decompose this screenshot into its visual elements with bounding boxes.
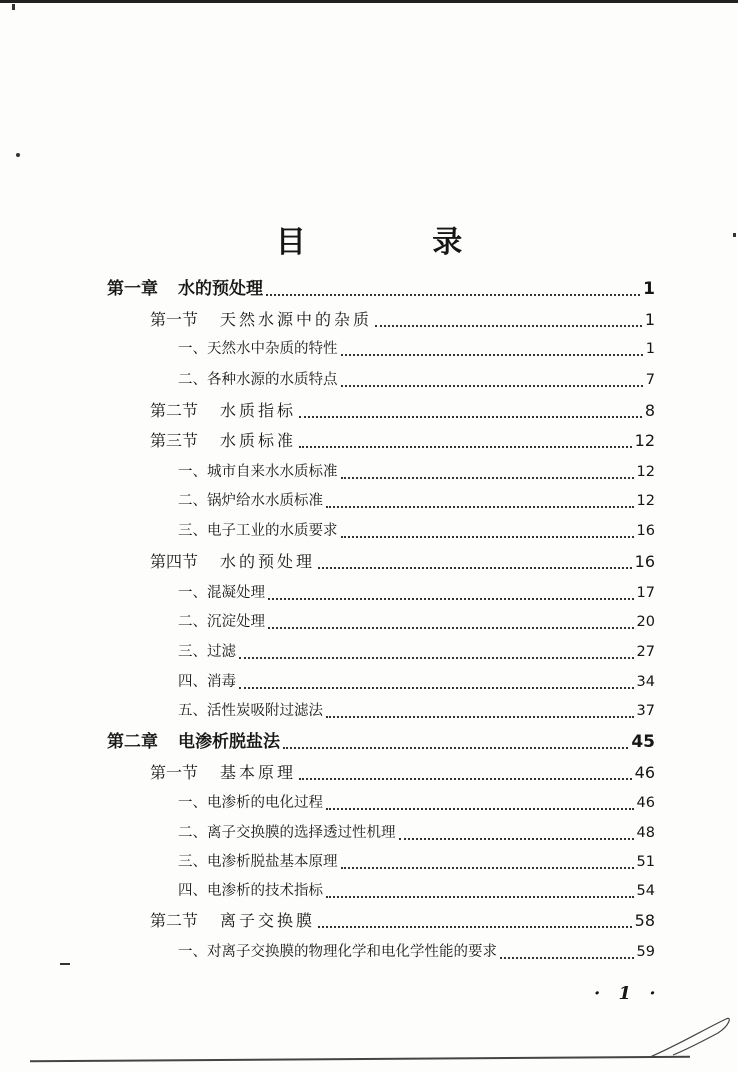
toc-section-entry (150, 396, 655, 426)
toc-page-number: 46 (634, 763, 655, 782)
toc-dot-leader (239, 656, 634, 659)
toc-page-number: 58 (634, 911, 655, 930)
toc-entry-label: 第二节 (150, 911, 199, 930)
toc-entry-title: 水质标准 (220, 431, 297, 450)
toc-entry-label: 四、 (178, 674, 207, 690)
toc-entry-label: 二、 (178, 614, 207, 630)
toc-item-entry (178, 516, 655, 546)
toc-dot-leader (326, 715, 634, 718)
toc-entry-title: 电渗析脱盐法 (178, 732, 280, 752)
toc-entry-label: 二、 (178, 372, 207, 388)
toc-page-number: 16 (636, 523, 655, 539)
toc-section-entry (150, 758, 655, 788)
toc-entry-label: 第一节 (150, 310, 199, 329)
toc-dot-leader (268, 597, 634, 600)
toc-dot-leader (375, 324, 642, 327)
toc-page-number: 27 (636, 644, 655, 660)
toc-item-entry (178, 847, 655, 877)
toc-entry-title: 活性炭吸附过滤法 (207, 703, 323, 719)
toc-page-number: 59 (636, 944, 655, 960)
toc-entry-label: 一、 (178, 341, 207, 357)
toc-entry-label: 一、 (178, 944, 207, 960)
toc-entry-title: 基本原理 (220, 763, 297, 782)
toc-page-number: 1 (644, 310, 655, 329)
toc-entry-label: 一、 (178, 464, 207, 480)
toc-page-number: 17 (636, 585, 655, 601)
toc-entry-label: 三、 (178, 854, 207, 870)
toc-entry-title: 电渗析的技术指标 (207, 883, 323, 899)
toc-page-number: 16 (634, 552, 655, 571)
toc-entry-title: 水的预处理 (178, 279, 263, 299)
toc-page-number: 54 (636, 883, 655, 899)
page-bottom-edge (30, 1056, 690, 1063)
toc-entry-label: 四、 (178, 883, 207, 899)
toc-page-number: 48 (636, 825, 655, 841)
toc-entry-label: 第二章 (107, 732, 158, 752)
toc-entry-title: 离子交换膜的选择透过性机理 (207, 825, 396, 841)
toc-item-entry (178, 334, 655, 364)
toc-chapter-entry (107, 727, 655, 757)
toc-item-entry (178, 365, 655, 395)
page-number: · 1 · (594, 983, 662, 1004)
toc-page-number: 46 (636, 795, 655, 811)
toc-entry-title: 沉淀处理 (207, 614, 265, 630)
toc-dot-leader (318, 925, 632, 928)
toc-entry-title: 城市自来水水质标准 (207, 464, 338, 480)
toc-dot-leader (399, 837, 634, 840)
toc-entry-title: 水的预处理 (220, 552, 316, 571)
toc-item-entry (178, 637, 655, 667)
toc-entry-title: 电子工业的水质要求 (207, 523, 338, 539)
toc-dot-leader (326, 895, 634, 898)
toc-page-number: 1 (645, 341, 655, 357)
toc-entry-title: 天然水中杂质的特性 (207, 341, 338, 357)
toc-item-entry (178, 696, 655, 726)
toc-dot-leader (266, 293, 640, 296)
toc-section-entry (150, 906, 655, 936)
page-title: 目 录 (275, 225, 521, 261)
toc-entry-label: 第四节 (150, 552, 199, 571)
toc-page-number: 8 (644, 401, 655, 420)
toc-entry-title: 电渗析脱盐基本原理 (207, 854, 338, 870)
toc-item-entry (178, 667, 655, 697)
toc-page-number: 20 (636, 614, 655, 630)
toc-page-number: 7 (645, 372, 655, 388)
toc-dot-leader (326, 505, 634, 508)
toc-dot-leader (341, 384, 643, 387)
toc-dot-leader (299, 415, 642, 418)
toc-dot-leader (341, 476, 634, 479)
toc-entry-label: 五、 (178, 703, 207, 719)
toc-page-number: 12 (636, 464, 655, 480)
toc-dot-leader (239, 686, 634, 689)
toc-item-entry (178, 937, 655, 967)
toc-entry-title: 锅炉给水水质标准 (207, 493, 323, 509)
toc-entry-label: 第一章 (107, 279, 158, 299)
toc-entry-label: 三、 (178, 644, 207, 660)
toc-dot-leader (283, 746, 628, 749)
toc-item-entry (178, 578, 655, 608)
toc-entry-title: 离子交换膜 (220, 911, 316, 930)
toc-entry-label: 二、 (178, 825, 207, 841)
toc-page-number: 37 (636, 703, 655, 719)
toc-entry-title: 水质指标 (220, 401, 297, 420)
toc-dot-leader (341, 535, 634, 538)
toc-section-entry (150, 547, 655, 577)
toc-entry-label: 一、 (178, 795, 207, 811)
toc-item-entry (178, 876, 655, 906)
toc-page-number: 12 (636, 493, 655, 509)
toc-entry-title: 天然水源中的杂质 (220, 310, 373, 329)
toc-entry-label: 一、 (178, 585, 207, 601)
toc-page-number: 12 (634, 431, 655, 450)
scan-speck (12, 4, 15, 10)
toc-dot-leader (299, 445, 632, 448)
toc-dot-leader (326, 807, 634, 810)
scan-speck (16, 153, 20, 157)
toc-item-entry (178, 486, 655, 516)
page-curl-mark (648, 1005, 733, 1060)
toc-entry-label: 二、 (178, 493, 207, 509)
toc-item-entry (178, 607, 655, 637)
scan-speck (60, 963, 70, 965)
toc-entry-title: 对离子交换膜的物理化学和电化学性能的要求 (207, 944, 497, 960)
toc-entry-title: 过滤 (207, 644, 236, 660)
page-top-edge (0, 0, 738, 3)
toc-dot-leader (341, 353, 643, 356)
toc-entry-title: 混凝处理 (207, 585, 265, 601)
toc-dot-leader (341, 866, 634, 869)
toc-page-number: 45 (631, 732, 655, 752)
toc-entry-label: 第三节 (150, 431, 199, 450)
toc-entry-title: 各种水源的水质特点 (207, 372, 338, 388)
toc-entry-label: 三、 (178, 523, 207, 539)
toc-section-entry (150, 305, 655, 335)
toc-dot-leader (268, 626, 634, 629)
toc-dot-leader (500, 956, 634, 959)
toc-section-entry (150, 426, 655, 456)
toc-chapter-entry (107, 274, 655, 304)
toc-item-entry (178, 818, 655, 848)
toc-page-number: 1 (643, 279, 655, 299)
toc-dot-leader (318, 566, 632, 569)
toc-page-number: 51 (636, 854, 655, 870)
toc-item-entry (178, 457, 655, 487)
toc-entry-label: 第二节 (150, 401, 199, 420)
toc-dot-leader (299, 777, 632, 780)
toc-entry-label: 第一节 (150, 763, 199, 782)
toc-item-entry (178, 788, 655, 818)
toc-entry-title: 电渗析的电化过程 (207, 795, 323, 811)
toc-entry-title: 消毒 (207, 674, 236, 690)
toc-page-number: 34 (636, 674, 655, 690)
